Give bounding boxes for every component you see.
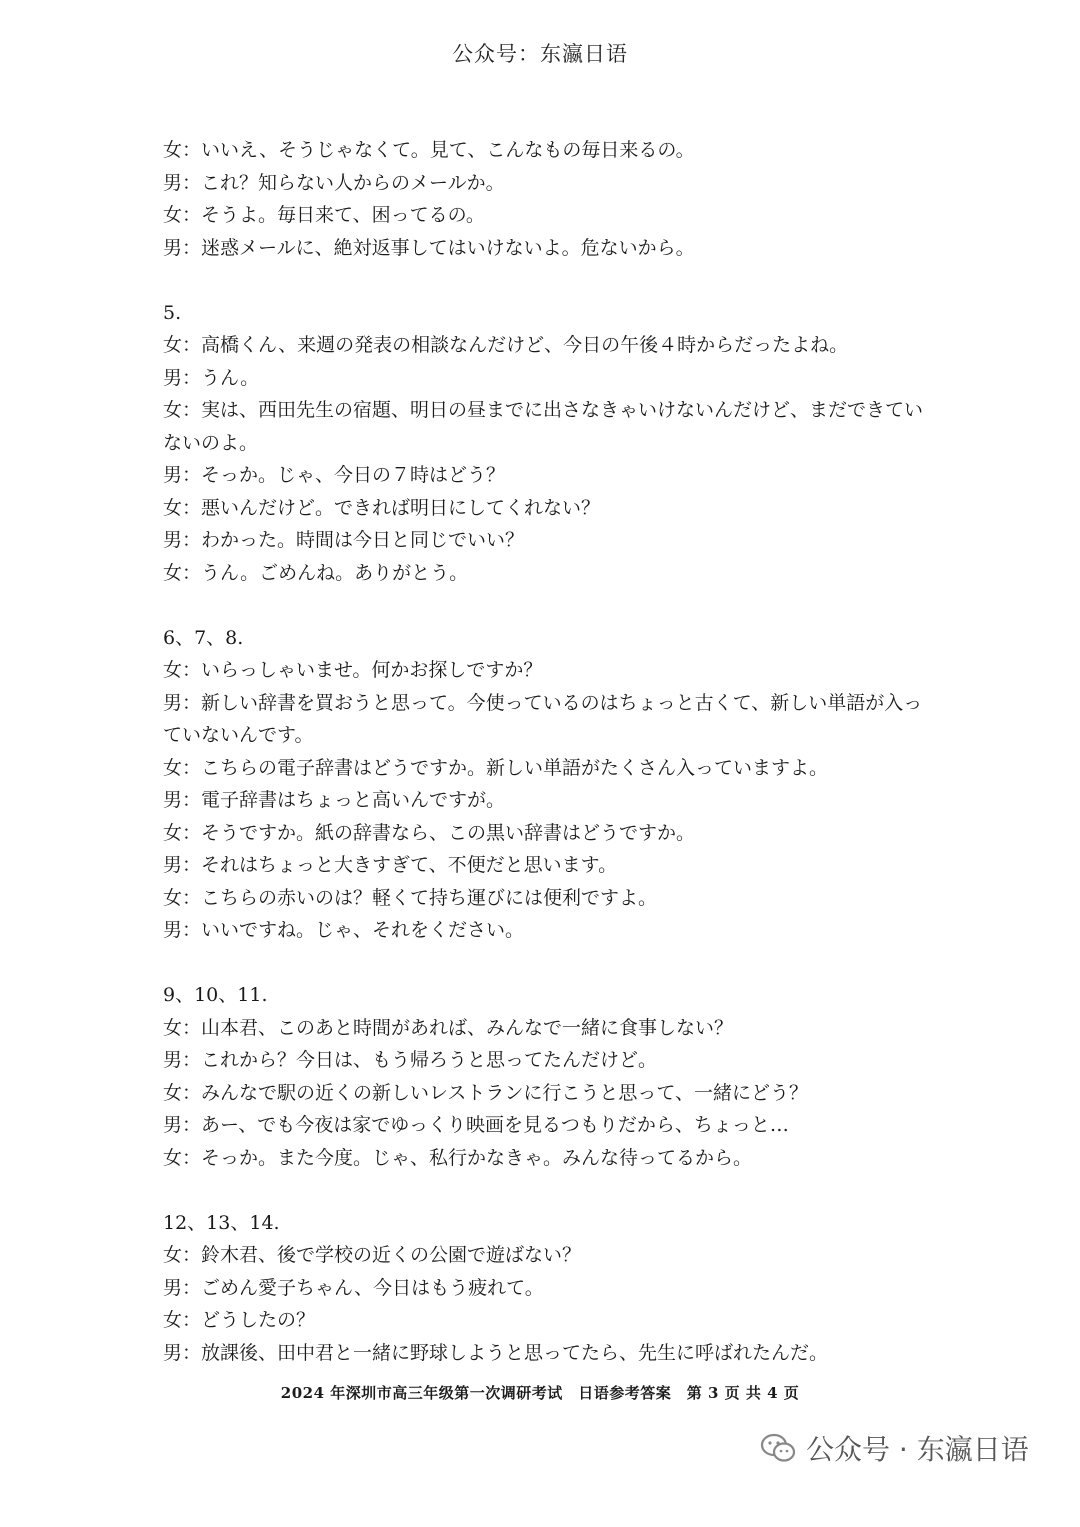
dialogue-line: 女：いいえ、そうじゃなくて。見て、こんなもの毎日来るの。 — [163, 139, 695, 161]
dialogue-line: 女：いらっしゃいませ。何かお探しですか？ — [163, 659, 543, 681]
section-number: 12、13、14. — [163, 1211, 280, 1234]
dialogue-line: 男：わかった。時間は今日と同じでいい？ — [163, 529, 525, 551]
dialogue-line: 女：そっか。また今度。じゃ、私行かなきゃ。みんな待ってるから。 — [163, 1146, 753, 1169]
dialogue-section — [163, 979, 923, 1174]
transcript-body — [163, 134, 923, 1369]
dialogue-line: 女：高橋くん、来週の発表の相談なんだけど、今日の午後４時からだったよね。 — [163, 334, 849, 356]
dialogue-line: 男：迷惑メールに、絶対返事してはいけないよ。危ないから。 — [163, 236, 695, 259]
dialogue-line: 女：うん。ごめんね。ありがとう。 — [163, 561, 469, 584]
dialogue-line: 女：鈴木君、後で学校の近くの公園で遊ばない？ — [163, 1244, 582, 1266]
wechat-icon — [760, 1432, 796, 1464]
page-header: 公众号：东瀛日语 — [452, 42, 628, 66]
dialogue-line: 男：そっか。じゃ、今日の７時はどう？ — [163, 464, 506, 486]
dialogue-line: 男：放課後、田中君と一緒に野球しようと思ってたら、先生に呼ばれたんだ。 — [163, 1341, 829, 1364]
dialogue-line: 男：これ？知らない人からのメールか。 — [163, 171, 505, 194]
dialogue-line: 男：いいですね。じゃ、それをください。 — [163, 919, 525, 941]
page-footer: 2024 年深圳市高三年级第一次调研考试 日语参考答案 第 3 页 共 4 页 — [280, 1384, 800, 1402]
dialogue-line: 女：そうですか。紙の辞書なら、この黒い辞書はどうですか。 — [163, 821, 696, 844]
dialogue-line: 女：そうよ。毎日来て、困ってるの。 — [163, 204, 485, 226]
dialogue-line: 男：ごめん愛子ちゃん、今日はもう疲れて。 — [163, 1276, 544, 1299]
dialogue-section — [163, 1207, 923, 1370]
dialogue-line: 女：みんなで駅の近くの新しいレストランに行こうと思って、一緒にどう？ — [163, 1081, 809, 1104]
section-number: 9、10、11. — [163, 984, 268, 1006]
dialogue-line: 男：あー、でも今夜は家でゆっくり映画を見るつもりだから、ちょっと… — [163, 1114, 789, 1136]
dialogue-line: 男：うん。 — [163, 366, 260, 389]
dialogue-line: 男：新しい辞書を買おうと思って。今使っているのはちょっと古くて、新しい単語が入っ — [163, 691, 923, 714]
dialogue-line: 女：実は、西田先生の宿題、明日の昼までに出さなきゃいけないんだけど、まだできてい — [163, 399, 924, 421]
section-number: 5. — [163, 301, 182, 324]
watermark-text: 公众号 · 东瀛日语 — [806, 1433, 1029, 1466]
dialogue-line: 女：悪いんだけど。できれば明日にしてくれない？ — [163, 496, 601, 519]
dialogue-line: 女：山本君、このあと時間があれば、みんなで一緒に食事しない？ — [163, 1016, 734, 1039]
dialogue-line: 女：どうしたの？ — [163, 1309, 316, 1331]
dialogue-section — [163, 134, 923, 264]
watermark — [760, 1428, 1029, 1468]
section-number: 6、7、8. — [163, 626, 244, 649]
dialogue-line: 女：こちらの赤いのは？軽くて持ち運びには便利ですよ。 — [163, 886, 658, 909]
dialogue-line: 男：電子辞書はちょっと高いんですが。 — [163, 789, 506, 811]
dialogue-line: ないのよ。 — [163, 431, 259, 454]
dialogue-section — [163, 297, 923, 590]
dialogue-section — [163, 622, 923, 947]
dialogue-line: ていないんです。 — [163, 724, 314, 746]
dialogue-line: 女：こちらの電子辞書はどうですか。新しい単語がたくさん入っていますよ。 — [163, 756, 829, 779]
dialogue-line: 男：それはちょっと大きすぎて、不便だと思います。 — [163, 854, 618, 876]
dialogue-line: 男：これから？今日は、もう帰ろうと思ってたんだけど。 — [163, 1049, 658, 1071]
